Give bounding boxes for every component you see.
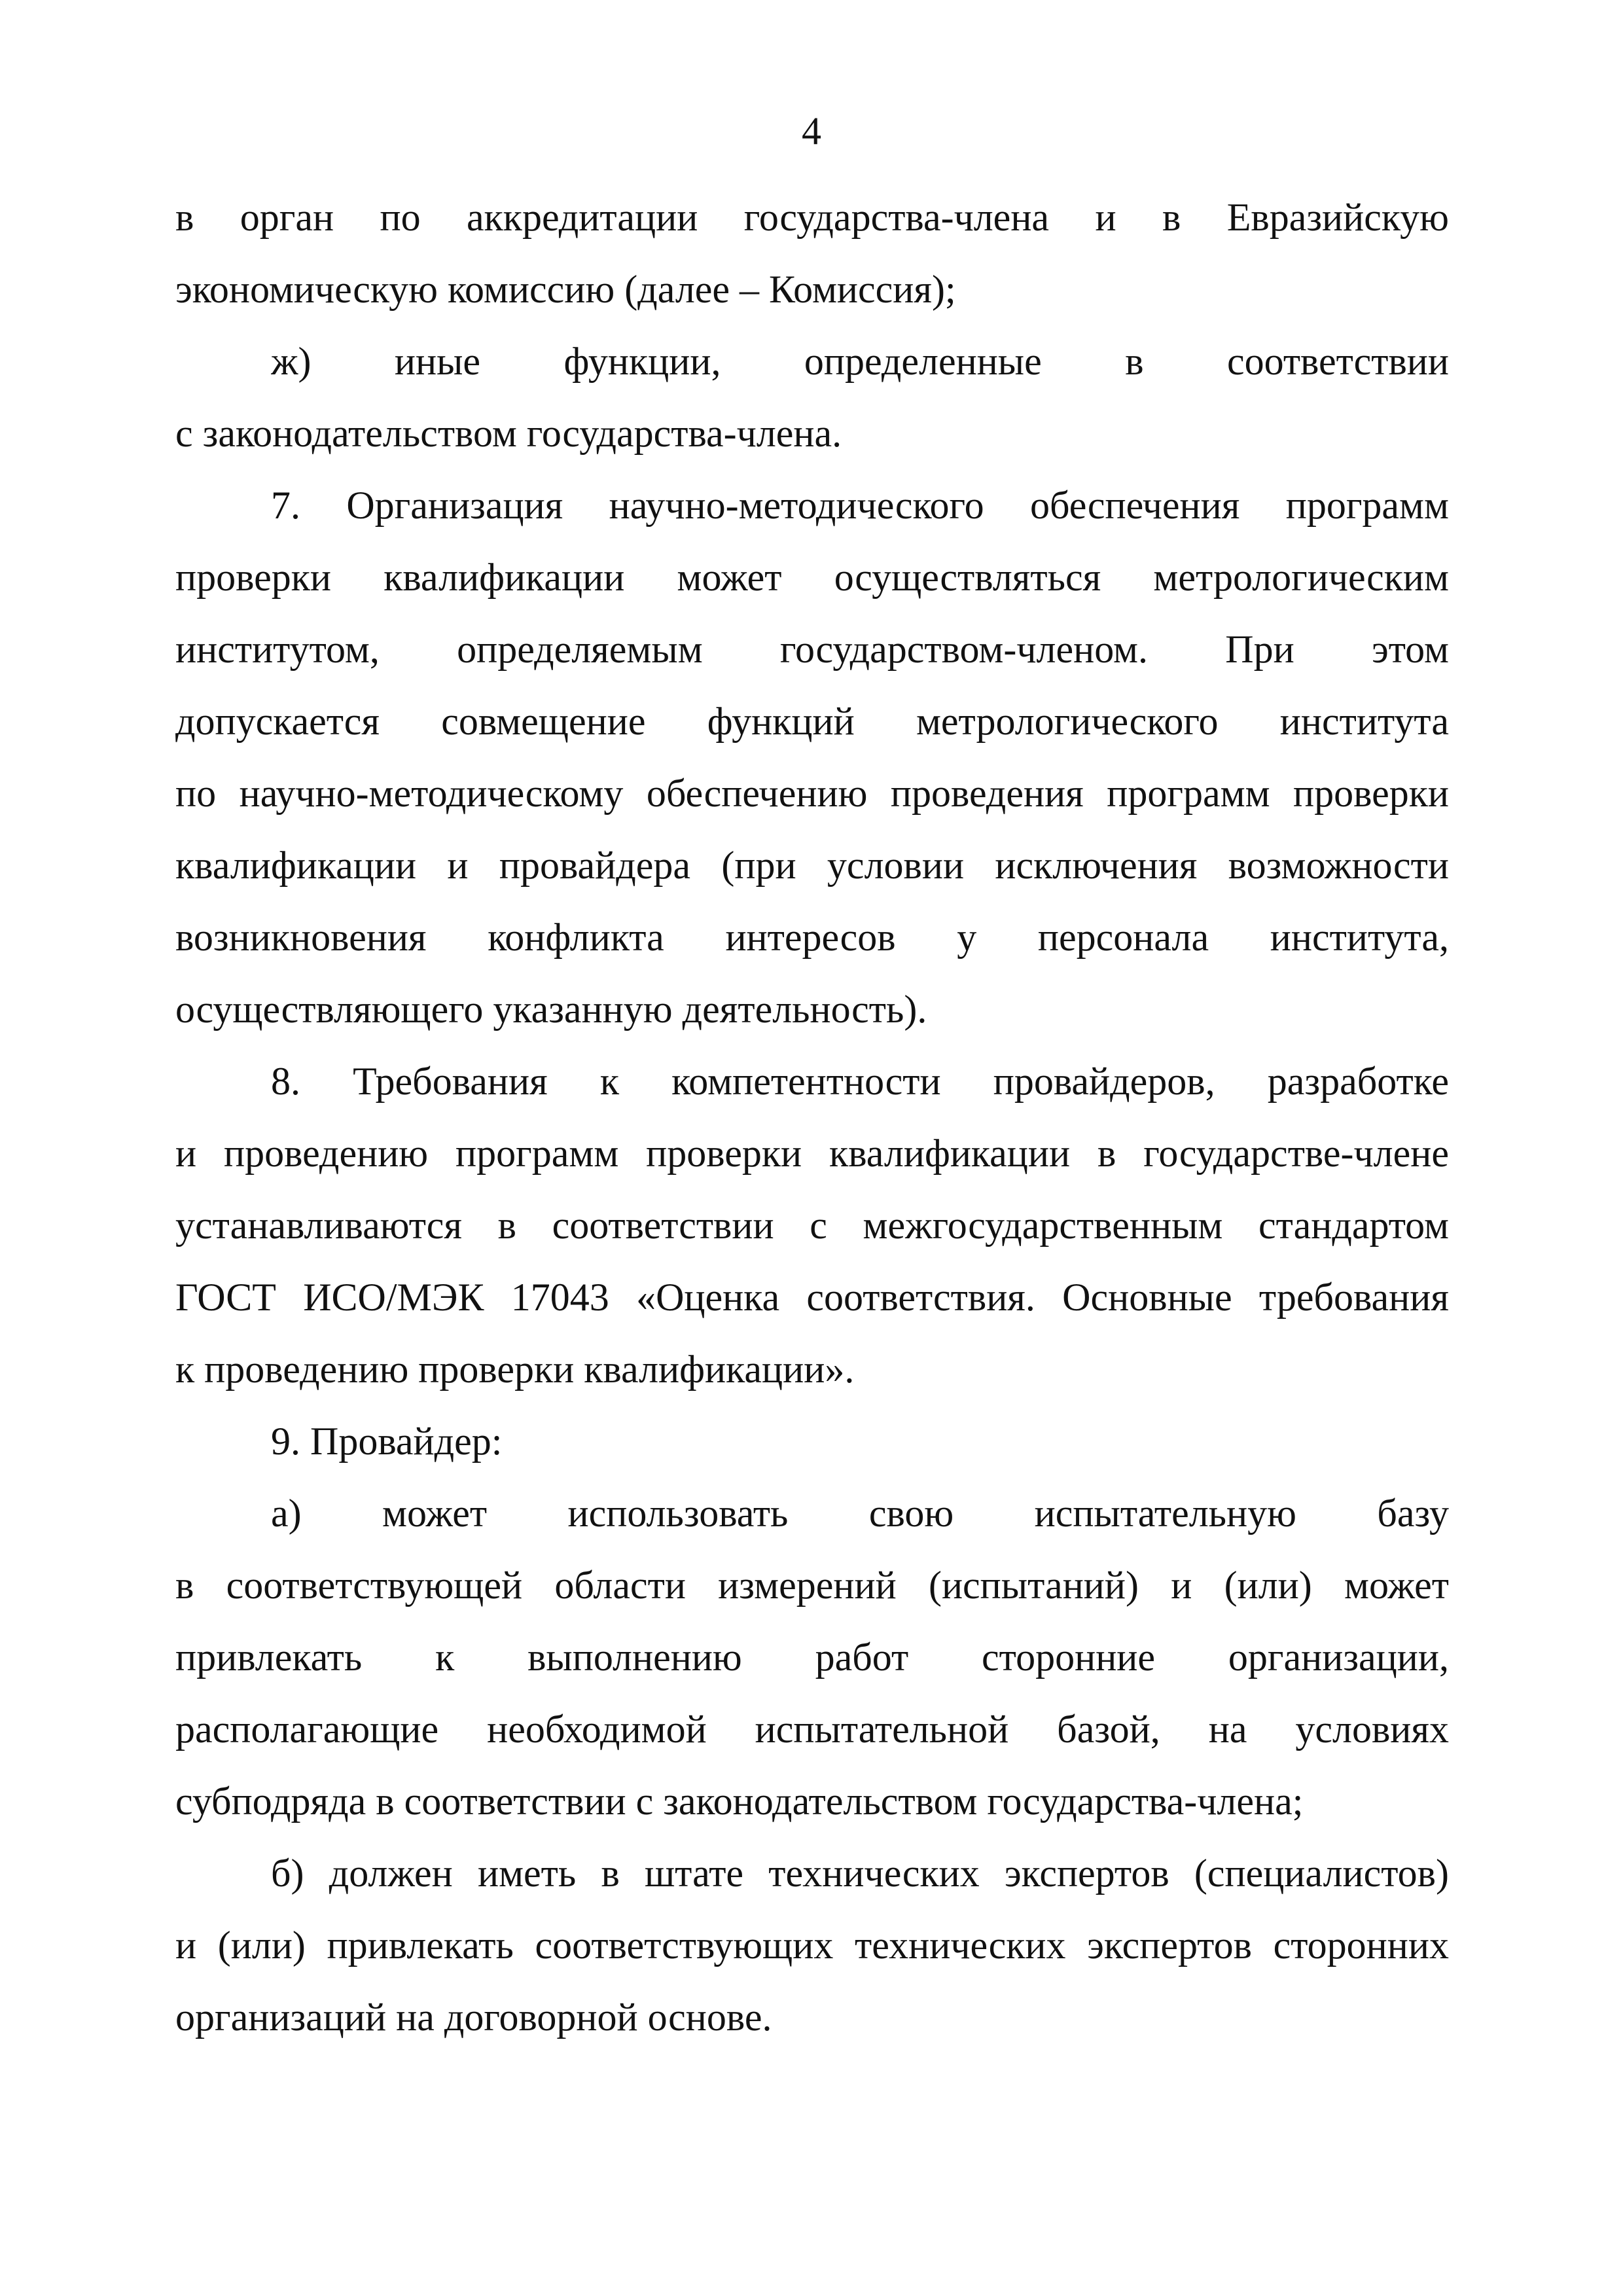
text-line: привлекать к выполнению работ сторонние организации, <box>175 1636 1449 1679</box>
text-line: по научно-методическому обеспечению проведения программ проверки <box>175 772 1449 815</box>
text-line: осуществляющего указанную деятельность). <box>175 988 927 1031</box>
text-line: к проведению проверки квалификации». <box>175 1348 855 1391</box>
page-number: 4 <box>802 109 821 152</box>
text-line: в орган по аккредитации государства-члена и в Евразийскую <box>175 196 1449 239</box>
text-line: 9. Провайдер: <box>271 1420 503 1463</box>
text-line: а) может использовать свою испытательную базу <box>271 1492 1449 1535</box>
text-line: субподряда в соответствии с законодательством государства-члена; <box>175 1780 1304 1823</box>
text-line: и (или) привлекать соответствующих технических экспертов сторонних <box>175 1924 1449 1967</box>
text-line: 7. Организация научно-методического обеспечения программ <box>271 484 1449 527</box>
text-line: 8. Требования к компетентности провайдеров, разработке <box>271 1060 1449 1103</box>
text-line: организаций на договорной основе. <box>175 1996 772 2039</box>
text-line: ГОСТ ИСО/МЭК 17043 «Оценка соответствия. Основные требования <box>175 1276 1449 1319</box>
text-line: квалификации и провайдера (при условии исключения возможности <box>175 844 1449 887</box>
text-line: проверки квалификации может осуществляться метрологическим <box>175 556 1449 599</box>
text-line: с законодательством государства-члена. <box>175 412 842 455</box>
text-line: возникновения конфликта интересов у персонала института, <box>175 916 1449 959</box>
text-line: допускается совмещение функций метрологического института <box>175 700 1449 743</box>
text-line: и проведению программ проверки квалификации в государстве-члене <box>175 1132 1449 1175</box>
text-line: в соответствующей области измерений (испытаний) и (или) может <box>175 1564 1449 1607</box>
text-line: устанавливаются в соответствии с межгосударственным стандартом <box>175 1204 1449 1247</box>
text-line: б) должен иметь в штате технических экспертов (специалистов) <box>271 1852 1449 1895</box>
text-line: экономическую комиссию (далее – Комиссия); <box>175 268 956 311</box>
text-line: ж) иные функции, определенные в соответствии <box>271 340 1449 383</box>
text-line: располагающие необходимой испытательной базой, на условиях <box>175 1708 1449 1751</box>
text-line: институтом, определяемым государством-членом. При этом <box>175 628 1449 671</box>
